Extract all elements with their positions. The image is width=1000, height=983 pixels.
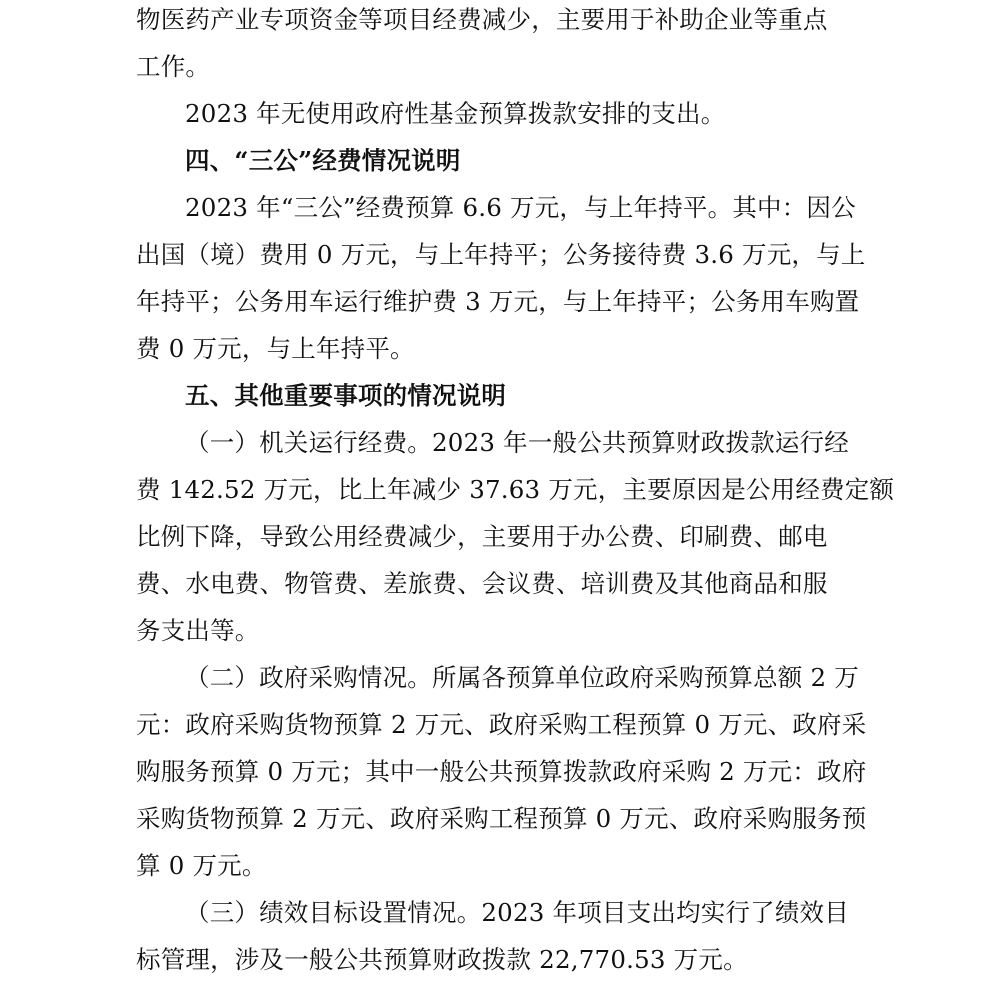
- text-line: 标管理，涉及一般公共预算财政拨款 22,770.53 万元。: [136, 945, 748, 974]
- text-line: 费 0 万元，与上年持平。: [136, 334, 415, 363]
- text-line: 算 0 万元。: [136, 851, 267, 880]
- text-line: （二）政府采购情况。所属各预算单位政府采购预算总额 2 万: [185, 663, 859, 692]
- text-line: 2023 年“三公”经费预算 6.6 万元，与上年持平。其中：因公: [185, 193, 856, 222]
- text-line: 物医药产业专项资金等项目经费减少，主要用于补助企业等重点: [136, 5, 828, 34]
- text-line: 出国（境）费用 0 万元，与上年持平；公务接待费 3.6 万元，与上: [136, 240, 866, 269]
- text-line: 元：政府采购货物预算 2 万元、政府采购工程预算 0 万元、政府采: [136, 710, 867, 739]
- text-line: 比例下降，导致公用经费减少，主要用于办公费、印刷费、邮电: [136, 522, 828, 551]
- document-page: [136, 0, 895, 983]
- text-line: （一）机关运行经费。2023 年一般公共预算财政拨款运行经: [185, 428, 849, 457]
- text-line: 工作。: [136, 52, 211, 81]
- text-line: 2023 年无使用政府性基金预算拨款安排的支出。: [185, 99, 726, 128]
- text-line: 务支出等。: [136, 616, 260, 645]
- text-line: 费、水电费、物管费、差旅费、会议费、培训费及其他商品和服: [136, 569, 828, 598]
- text-line: 费 142.52 万元，比上年减少 37.63 万元，主要原因是公用经费定额: [136, 475, 895, 504]
- section-heading: 五、其他重要事项的情况说明: [185, 381, 507, 410]
- text-line: （三）绩效目标设置情况。2023 年项目支出均实行了绩效目: [185, 898, 849, 927]
- text-line: 购服务预算 0 万元；其中一般公共预算拨款政府采购 2 万元：政府: [136, 757, 867, 786]
- text-line: 年持平；公务用车运行维护费 3 万元，与上年持平；公务用车购置: [136, 287, 860, 316]
- text-line: 采购货物预算 2 万元、政府采购工程预算 0 万元、政府采购服务预: [136, 804, 867, 833]
- section-heading: 四、“三公”经费情况说明: [185, 146, 461, 175]
